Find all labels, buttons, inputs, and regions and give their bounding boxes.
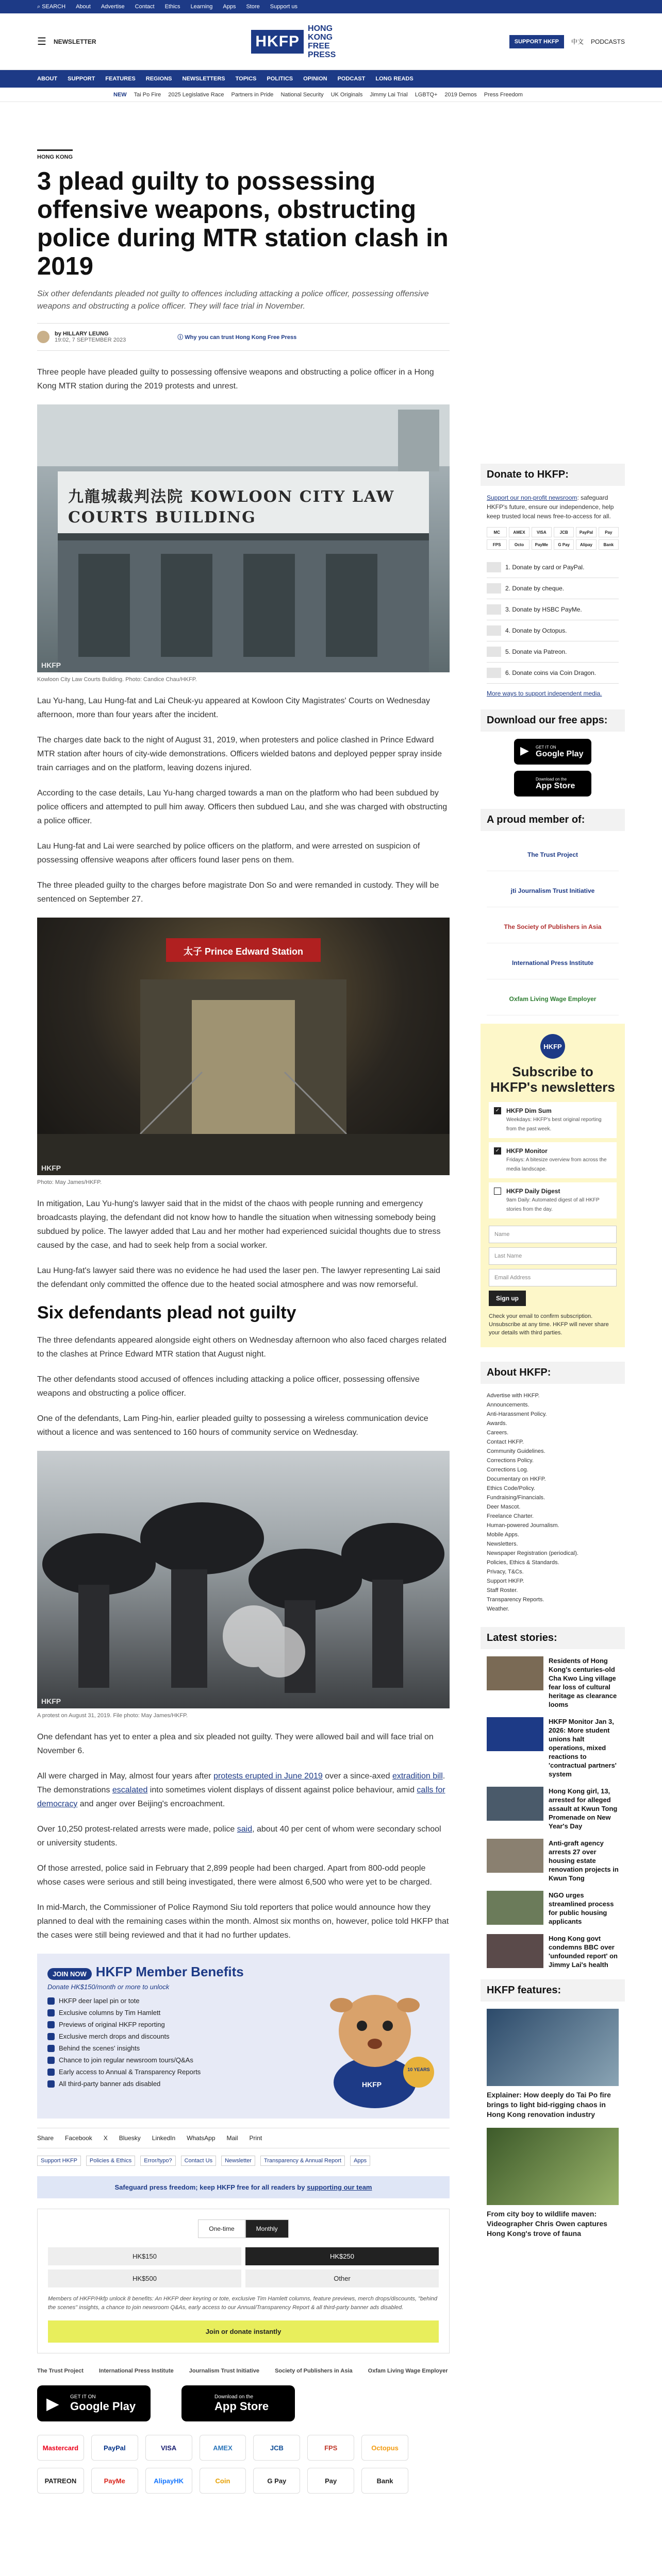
payment-logo[interactable]: Mastercard: [37, 2435, 84, 2461]
tag-link[interactable]: Transparency & Annual Report: [260, 2156, 345, 2166]
newsletter-option[interactable]: HKFP Daily Digest 9am Daily: Automated digest of all HKFP stories from the day.: [489, 1182, 617, 1218]
member-logo[interactable]: The Trust Project: [487, 838, 619, 871]
hkfp-watermark: HKFP: [41, 1697, 61, 1705]
sidebar-google-play-badge[interactable]: ▶ GET IT ON Google Play: [514, 739, 591, 765]
feature-title[interactable]: From city boy to wildlife maven: Videographer Chris Owen captures Hong Kong's trove of fauna: [487, 2210, 607, 2238]
member-logo[interactable]: The Society of Publishers in Asia: [487, 910, 619, 943]
share-mail[interactable]: Mail: [226, 2134, 238, 2142]
amount-option-selected[interactable]: HK$250: [245, 2247, 439, 2265]
story-thumbnail: [487, 1787, 543, 1821]
hkfp-watermark: HKFP: [41, 661, 61, 669]
last-name-input[interactable]: Last Name: [489, 1247, 617, 1265]
member-logo[interactable]: Oxfam Living Wage Employer: [487, 982, 619, 1015]
nav-podcast[interactable]: PODCAST: [337, 76, 366, 82]
photo-caption: Photo: May James/HKFP.: [37, 1179, 102, 1185]
paragraph: One of the defendants, Lam Ping-hin, earlier pleaded guilty to possessing a wireless communication device without a licence and was sentenced to 160 hours of community service on Wednesday.: [37, 1414, 428, 1437]
paragraph: Of those arrested, police said in February that 2,899 people had been charged. Apart from 800-odd people whose cases were serious and still being investigated, there were almost 6,500 who were yet to be charged.: [37, 1864, 432, 1887]
share-x[interactable]: X: [103, 2134, 108, 2142]
paragraph: Lau Hung-fat's lawyer said there was no evidence he had used the laser pen. The lawyer representing Lai said the defendant only committed the offence due to the heated social atmosphere and was now remorseful.: [37, 1266, 440, 1289]
checkbox-checked[interactable]: ✓: [494, 1147, 501, 1155]
top-link-store[interactable]: Store: [246, 4, 260, 10]
feature-image[interactable]: [487, 2009, 619, 2086]
nav-support[interactable]: SUPPORT: [68, 76, 95, 82]
donate-text: Support our non-profit newsroom: safeguard HKFP's future, ensure our independence, help keep trusted local news free-to-access for all.: [487, 494, 614, 520]
partner-trust-project[interactable]: The Trust Project: [37, 2368, 84, 2374]
sidebar-payment-icons: [487, 527, 619, 550]
article-subtitle: Six other defendants pleaded not guilty to offences including attacking a police officer, possessing offensive weapons and obstructing a police officer. They will face trial in November.: [37, 290, 429, 311]
section-tag[interactable]: HONG KONG: [37, 149, 73, 160]
more-ways-link[interactable]: More ways to support independent media.: [487, 690, 602, 697]
donate-option[interactable]: 5. Donate via Patreon.: [487, 641, 619, 663]
trending-item[interactable]: Tai Po Fire: [134, 91, 161, 98]
about-heading: About HKFP:: [481, 1362, 625, 1384]
site-header: [0, 13, 662, 70]
partner-sopa[interactable]: Society of Publishers in Asia: [275, 2368, 353, 2374]
latest-heading: Latest stories:: [481, 1627, 625, 1649]
top-link-about[interactable]: About: [76, 4, 91, 10]
payment-logo[interactable]: JCB: [253, 2435, 300, 2461]
nav-topics[interactable]: TOPICS: [235, 76, 257, 82]
menu-icon[interactable]: ☰: [37, 36, 46, 47]
monthly-tab[interactable]: Monthly: [245, 2219, 289, 2238]
payment-logo[interactable]: AMEX: [200, 2435, 246, 2461]
trending-item[interactable]: 2025 Legislative Race: [168, 91, 224, 98]
trending-bar: [0, 88, 662, 102]
payment-icon: VISA: [532, 527, 552, 537]
publish-date: 19:02, 7 SEPTEMBER 2023: [55, 337, 126, 343]
tag-link[interactable]: Apps: [350, 2156, 370, 2166]
about-link[interactable]: Fundraising/Financials.: [487, 1495, 545, 1501]
benefit-item: Chance to join regular newsroom tours/Q&As: [47, 2056, 310, 2064]
about-link[interactable]: Policies, Ethics & Standards.: [487, 1560, 559, 1566]
partner-jti[interactable]: Journalism Trust Initiative: [189, 2368, 260, 2374]
share-bluesky[interactable]: Bluesky: [119, 2134, 141, 2142]
paragraph: The other defendants stood accused of offences including attacking a police officer, possessing offensive weapons and obstructing a police officer.: [37, 1375, 420, 1398]
payment-logo[interactable]: VISA: [145, 2435, 192, 2461]
article: [37, 149, 450, 2494]
donate-option[interactable]: 4. Donate by Octopus.: [487, 620, 619, 641]
nav-long-reads[interactable]: LONG READS: [375, 76, 413, 82]
payment-logo[interactable]: FPS: [307, 2435, 354, 2461]
tag-link[interactable]: Policies & Ethics: [86, 2156, 135, 2166]
payment-icon: Alipay: [576, 539, 596, 550]
about-link[interactable]: Community Guidelines.: [487, 1448, 545, 1454]
partner-ipi[interactable]: International Press Institute: [98, 2368, 174, 2374]
amount-option[interactable]: HK$150: [48, 2247, 241, 2265]
paragraph: All were charged in May, almost four years after protests erupted in June 2019 over a since-axed extradition bill. The demonstrations escalated into sometimes violent displays of dissent against police behaviour, amid calls for democracy and anger over Beijing's encroachment.: [37, 1772, 445, 1808]
benefit-item: Exclusive merch drops and discounts: [47, 2032, 310, 2040]
newsletter-note: Check your email to confirm subscription. Unsubscribe at any time. HKFP will never share your details with third parties.: [489, 1313, 609, 1336]
newsletter-signup: [481, 1024, 625, 1347]
nav-features[interactable]: FEATURES: [105, 76, 136, 82]
footer-tags: [37, 2156, 450, 2166]
feature-image[interactable]: [487, 2128, 619, 2205]
payment-methods: [37, 2435, 408, 2494]
amount-option-other[interactable]: Other: [245, 2269, 439, 2287]
about-link[interactable]: Staff Roster.: [487, 1587, 518, 1594]
tag-link[interactable]: Newsletter: [221, 2156, 255, 2166]
top-link-apps[interactable]: Apps: [223, 4, 236, 10]
about-link[interactable]: Ethics Code/Policy.: [487, 1485, 535, 1492]
nav-about[interactable]: ABOUT: [37, 76, 58, 82]
author-name[interactable]: by HILLARY LEUNG: [55, 331, 109, 337]
story-thumbnail: [487, 1934, 543, 1968]
deer-shirt-text: HKFP: [362, 2080, 382, 2089]
court-sign: 九龍城裁判法院 KOWLOON CITY LAW COURTS BUILDING: [68, 488, 395, 527]
about-link[interactable]: Human-powered Journalism.: [487, 1522, 559, 1529]
author-avatar: [37, 331, 49, 343]
paragraph: One defendant has yet to enter a plea and six pleaded not guilty. They were allowed bail and will face trial on November 6.: [37, 1733, 434, 1755]
donate-option[interactable]: 2. Donate by cheque.: [487, 578, 619, 599]
google-play-icon: ▶: [520, 744, 529, 757]
promo-subtitle: Donate HK$150/month or more to unlock: [47, 1983, 170, 1991]
checkbox-unchecked[interactable]: [494, 1188, 501, 1195]
court-photo: [37, 404, 450, 672]
nav-politics[interactable]: POLITICS: [267, 76, 293, 82]
language-link[interactable]: 中文: [571, 38, 584, 45]
benefit-item: Previews of original HKFP reporting: [47, 2021, 310, 2028]
member-benefits-banner[interactable]: [37, 1954, 450, 2119]
google-play-badge[interactable]: ▶ GET IT ON Google Play: [37, 2385, 151, 2421]
share-print[interactable]: Print: [249, 2134, 262, 2142]
sidebar: [481, 464, 625, 2247]
about-link[interactable]: Transparency Reports.: [487, 1597, 544, 1603]
top-link-advertise[interactable]: Advertise: [101, 4, 125, 10]
about-link[interactable]: Anti-Harassment Policy.: [487, 1411, 547, 1417]
payment-icon: Bank: [599, 539, 619, 550]
benefit-item: Behind the scenes' insights: [47, 2044, 310, 2052]
amount-option[interactable]: HK$500: [48, 2269, 241, 2287]
trending-label: NEW: [113, 91, 127, 98]
story-thumbnail: [487, 1891, 543, 1925]
protest-photo: [37, 1451, 450, 1708]
feature-title[interactable]: Explainer: How deeply do Tai Po fire brings to light bid-rigging chaos in Hong Kong renovation industry: [487, 2091, 611, 2119]
google-play-icon: ▶: [46, 2394, 59, 2413]
support-team-link[interactable]: supporting our team: [307, 2183, 372, 2191]
latest-story[interactable]: Hong Kong govt condemns BBC over 'unfounded report' on Jimmy Lai's health: [487, 1934, 619, 1969]
sign-up-button[interactable]: Sign up: [489, 1291, 526, 1306]
share-label: Share: [37, 2134, 54, 2142]
payment-icon: Pay: [599, 527, 619, 537]
share-linkedin[interactable]: LinkedIn: [152, 2134, 176, 2142]
paragraph: The three defendants appeared alongside eight others on Wednesday afternoon who also faced charges related to the clashes at Prince Edward MTR station that August night.: [37, 1336, 447, 1359]
payment-icon: G Pay: [554, 539, 574, 550]
latest-story[interactable]: NGO urges streamlined process for public housing applicants: [487, 1891, 619, 1926]
paragraph: The three pleaded guilty to the charges before magistrate Don So and were remanded in custody. They will be sentenced on September 27.: [37, 881, 439, 904]
app-store-row: [37, 2385, 450, 2421]
payment-logo[interactable]: G Pay: [253, 2468, 300, 2494]
inline-link[interactable]: calls for democracy: [37, 1786, 445, 1808]
donate-note: Members of HKFP/Hkfp unlock 8 benefits: An HKFP deer keyring or tote, exclusive Tim Hamlett columns, feature previews, merch drops/discounts, "behind the scenes" insights, a chance to join newsroom Q&As, early access to our Annual/Transparency Report & all third-party banner ads disabled.: [48, 2296, 437, 2311]
top-link-ethics[interactable]: Ethics: [164, 4, 180, 10]
site-logo[interactable]: HKFP HONG KONG FREE PRESS: [251, 24, 354, 59]
latest-story[interactable]: Anti-graft agency arrests 27 over housing estate renovation projects in Kwun Tong: [487, 1839, 619, 1883]
frequency-toggle: [48, 2219, 439, 2238]
payment-icon: FPS: [487, 539, 507, 550]
nav-opinion[interactable]: OPINION: [303, 76, 327, 82]
payment-logo[interactable]: PATREON: [37, 2468, 84, 2494]
support-newsroom-link[interactable]: Support our non-profit newsroom: [487, 494, 577, 501]
about-link[interactable]: Newsletters.: [487, 1541, 518, 1547]
latest-story[interactable]: Hong Kong girl, 13, arrested for alleged assault at Kwun Tong Promenade on New Year's Day: [487, 1787, 619, 1831]
trust-link[interactable]: ⓘ Why you can trust Hong Kong Free Press: [177, 334, 297, 341]
benefit-item: All third-party banner ads disabled: [47, 2080, 310, 2088]
paragraph: In mid-March, the Commissioner of Police Raymond Siu told reporters that police would announce how they planned to deal with the remaining cases within the month. Almost six months on, however, police told HKFP that the cases were still being reviewed and that it had no further updates.: [37, 1903, 449, 1940]
email-input[interactable]: Email Address: [489, 1269, 617, 1286]
payment-icon: MC: [487, 527, 507, 537]
apps-heading: Download our free apps:: [481, 709, 625, 732]
paragraph: Three people have pleaded guilty to possessing offensive weapons and obstructing a police officer in a Hong Kong MTR station during the 2019 protests and unrest.: [37, 368, 434, 391]
promo-title: HKFP Member Benefits: [95, 1964, 244, 1979]
about-link[interactable]: Careers.: [487, 1430, 509, 1436]
about-link[interactable]: Freelance Charter.: [487, 1513, 534, 1519]
top-link-learning[interactable]: Learning: [190, 4, 213, 10]
search-link[interactable]: ⌕ SEARCH: [37, 3, 66, 10]
about-list: [487, 1391, 619, 1614]
payment-icon: Octo: [509, 539, 529, 550]
benefit-item: Early access to Annual & Transparency Reports: [47, 2068, 310, 2076]
about-link[interactable]: Advertise with HKFP.: [487, 1393, 540, 1399]
inline-link[interactable]: said: [237, 1825, 253, 1834]
inline-link[interactable]: escalated: [112, 1786, 148, 1794]
about-link[interactable]: Weather.: [487, 1606, 509, 1612]
about-link[interactable]: Support HKFP.: [487, 1578, 524, 1584]
about-link[interactable]: Privacy, T&Cs.: [487, 1569, 524, 1575]
story-thumbnail: [487, 1656, 543, 1690]
one-time-tab[interactable]: One-time: [198, 2219, 245, 2238]
donate-option[interactable]: 1. Donate by card or PayPal.: [487, 557, 619, 578]
features-heading: HKFP features:: [481, 1979, 625, 2002]
sidebar-app-store-badge[interactable]: Download on the App Store: [514, 771, 591, 796]
amount-options: [48, 2247, 439, 2287]
court-building-illustration: [37, 404, 450, 672]
payment-icon: JCB: [554, 527, 574, 537]
payment-logo[interactable]: Coin: [200, 2468, 246, 2494]
about-link[interactable]: Corrections Policy.: [487, 1458, 534, 1464]
payment-logo[interactable]: PayMe: [91, 2468, 138, 2494]
station-sign: 太子 Prince Edward Station: [183, 946, 304, 957]
trending-item[interactable]: Partners in Pride: [231, 91, 274, 98]
top-link-support[interactable]: Support us: [270, 4, 297, 10]
paragraph: In mitigation, Lau Yu-hung's lawyer said that in the midst of the chaos with people running and emergency broadcasts playing, the defendant did not know how to handle the situation when witnessing somebody being subdued by police. The lawyer added that Lau and her mother had experienced suicidal thoughts due to stress caused by the case, and had to seek help from a social worker.: [37, 1199, 441, 1250]
partner-oxfam[interactable]: Oxfam Living Wage Employer: [368, 2368, 448, 2374]
first-name-input[interactable]: Name: [489, 1226, 617, 1243]
paragraph: Lau Hung-fat and Lai were searched by police officers on the platform, and were arrested on suspicion of possessing offensive weapons after officers found laser pens on them.: [37, 842, 420, 865]
about-link[interactable]: Mobile Apps.: [487, 1532, 519, 1538]
ten-years-badge: 10 YEARS: [407, 2067, 430, 2072]
member-logo[interactable]: International Press Institute: [487, 946, 619, 979]
trending-item[interactable]: LGBTQ+: [415, 91, 438, 98]
share-bar: [37, 2128, 450, 2148]
safeguard-banner: Safeguard press freedom; keep HKFP free for all readers by supporting our team: [37, 2176, 450, 2198]
tag-link[interactable]: Support HKFP: [37, 2156, 81, 2166]
member-heading: A proud member of:: [481, 809, 625, 831]
newsletter-option[interactable]: ✓ HKFP Monitor Fridays: A bitesize overview from across the media landscape.: [489, 1142, 617, 1178]
donate-heading: Donate to HKFP:: [481, 464, 625, 486]
support-hkfp-button[interactable]: SUPPORT HKFP: [509, 35, 564, 48]
about-link[interactable]: Newspaper Registration (periodical).: [487, 1550, 578, 1556]
paragraph: According to the case details, Lau Yu-hang charged towards a man on the platform who had been subdued by police officers and attempted to pull him away. Officers then subdued Lau, and she was charged with obstructing a police officer.: [37, 789, 448, 825]
top-bar: [0, 0, 662, 13]
app-store-badge[interactable]: Download on the App Store: [181, 2385, 295, 2421]
donate-option[interactable]: 6. Donate coins via Coin Dragon.: [487, 663, 619, 684]
section-heading: Six defendants plead not guilty: [37, 1303, 296, 1323]
partner-logos: [37, 2368, 450, 2374]
payment-logo[interactable]: Pay: [307, 2468, 354, 2494]
donate-widget: [37, 2209, 450, 2353]
tag-link[interactable]: Error/typo?: [140, 2156, 175, 2166]
tag-link[interactable]: Contact Us: [181, 2156, 216, 2166]
join-now-badge[interactable]: JOIN NOW: [47, 1968, 92, 1980]
about-link[interactable]: Announcements.: [487, 1402, 529, 1408]
share-whatsapp[interactable]: WhatsApp: [187, 2134, 216, 2142]
trending-item[interactable]: 2019 Demos: [444, 91, 477, 98]
benefit-item: Exclusive columns by Tim Hamlett: [47, 2009, 310, 2016]
article-title: 3 plead guilty to possessing offensive weapons, obstructing police during MTR station clash in 2019: [37, 167, 449, 280]
top-link-contact[interactable]: Contact: [135, 4, 155, 10]
story-thumbnail: [487, 1839, 543, 1873]
nav-regions[interactable]: REGIONS: [145, 76, 172, 82]
checkbox-checked[interactable]: ✓: [494, 1107, 501, 1114]
latest-story[interactable]: HKFP Monitor Jan 3, 2026: More student unions halt operations, mixed reactions to 'contractual partners' system: [487, 1717, 619, 1778]
share-facebook[interactable]: Facebook: [65, 2134, 92, 2142]
newsletter-link[interactable]: NEWSLETTER: [53, 38, 96, 45]
trending-item[interactable]: Jimmy Lai Trial: [370, 91, 408, 98]
trending-item[interactable]: Press Freedom: [484, 91, 523, 98]
nav-newsletters[interactable]: NEWSLETTERS: [182, 76, 225, 82]
search-icon: ⌕: [37, 3, 42, 10]
inline-link[interactable]: protests erupted in June 2019: [213, 1772, 323, 1781]
latest-story[interactable]: Residents of Hong Kong's centuries-old Cha Kwo Ling village fear loss of cultural heritage as clearance looms: [487, 1656, 619, 1709]
trending-item[interactable]: UK Originals: [330, 91, 363, 98]
payment-logo[interactable]: Bank: [361, 2468, 408, 2494]
payment-logo[interactable]: Octopus: [361, 2435, 408, 2461]
payment-icon: AMEX: [509, 527, 529, 537]
photo-caption: Kowloon City Law Courts Building. Photo: Candice Chau/HKFP.: [37, 676, 197, 683]
about-link[interactable]: Deer Mascot.: [487, 1504, 521, 1510]
member-logo[interactable]: jti Journalism Trust Initiative: [487, 874, 619, 907]
payment-icon: PayPal: [576, 527, 596, 537]
paragraph: Over 10,250 protest-related arrests were made, police said, about 40 per cent of whom were secondary school or university students.: [37, 1825, 441, 1848]
protest-illustration: [37, 1451, 450, 1708]
photo-caption: A protest on August 31, 2019. File photo: May James/HKFP.: [37, 1713, 188, 1719]
byline: [37, 323, 450, 351]
donate-option[interactable]: 3. Donate by HSBC PayMe.: [487, 599, 619, 620]
benefit-item: HKFP deer lapel pin or tote: [47, 1997, 310, 2005]
hkfp-watermark: HKFP: [41, 1164, 61, 1172]
about-link[interactable]: Awards.: [487, 1420, 507, 1427]
station-photo: [37, 918, 450, 1175]
payment-logo[interactable]: PayPal: [91, 2435, 138, 2461]
paragraph: The charges date back to the night of August 31, 2019, when protesters and police clashed in Prince Edward MTR station after hours of city-wide demonstrations. Officers wielded batons and deployed pepper spray inside train carriages and on the platform, leaving dozens injured.: [37, 736, 442, 772]
deer-mascot: [310, 1964, 439, 2108]
about-link[interactable]: Documentary on HKFP.: [487, 1476, 546, 1482]
paragraph: Lau Yu-hang, Lau Hung-fat and Lai Cheuk-yu appeared at Kowloon City Magistrates' Courts on Wednesday afternoon, more than four years after the incident.: [37, 697, 431, 719]
about-link[interactable]: Contact HKFP.: [487, 1439, 524, 1445]
payment-logo[interactable]: AlipayHK: [145, 2468, 192, 2494]
newsletter-title: Subscribe to HKFP's newsletters: [490, 1064, 615, 1095]
newsletter-option[interactable]: ✓ HKFP Dim Sum Weekdays: HKFP's best original reporting from the past week.: [489, 1102, 617, 1138]
inline-link[interactable]: extradition bill: [392, 1772, 443, 1781]
about-link[interactable]: Corrections Log.: [487, 1467, 528, 1473]
podcasts-link[interactable]: PODCASTS: [590, 38, 625, 45]
story-thumbnail: [487, 1717, 543, 1751]
join-donate-button[interactable]: Join or donate instantly: [48, 2320, 439, 2343]
trending-item[interactable]: National Security: [280, 91, 324, 98]
newsletter-logo: HKFP: [540, 1034, 565, 1059]
info-icon: ⓘ: [177, 334, 185, 341]
main-nav: [0, 70, 662, 88]
payment-icon: PayMe: [532, 539, 552, 550]
